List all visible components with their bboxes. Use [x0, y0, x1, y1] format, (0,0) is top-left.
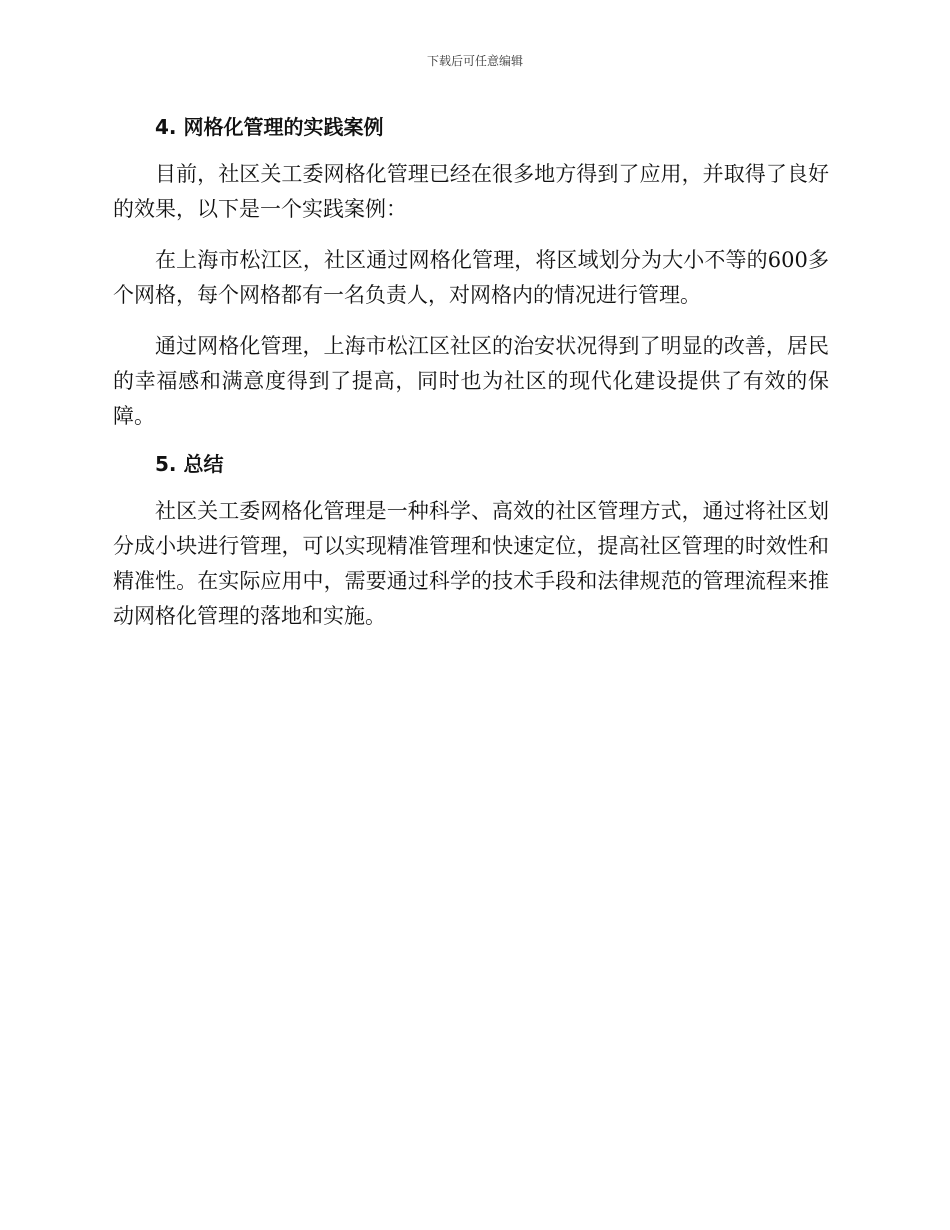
paragraph-results: 通过网格化管理，上海市松江区社区的治安状况得到了明显的改善，居民的幸福感和满意度得到了提高，同时也为社区的现代化建设提供了有效的保障。 [113, 334, 829, 428]
paragraph-summary: 社区关工委网格化管理是一种科学、高效的社区管理方式，通过将社区划分成小块进行管理，可以实现精准管理和快速定位，提高社区管理的时效性和精准性。在实际应用中，需要通过科学的技术手段和法律规范的管理流程来推动网格化管理的落地和实施。 [113, 499, 829, 628]
section-heading-5: 5. 总结 [155, 452, 224, 476]
paragraph-songjiang-case: 在上海市松江区，社区通过网格化管理，将区域划分为大小不等的600多个网格，每个网格都有一名负责人，对网格内的情况进行管理。 [113, 248, 829, 307]
document-body [113, 110, 829, 634]
page-header: 下载后可任意编辑 [426, 54, 523, 68]
section-heading-4: 4. 网格化管理的实践案例 [155, 115, 384, 139]
paragraph-practice-intro: 目前，社区关工委网格化管理已经在很多地方得到了应用，并取得了良好的效果，以下是一个实践案例： [113, 162, 829, 221]
